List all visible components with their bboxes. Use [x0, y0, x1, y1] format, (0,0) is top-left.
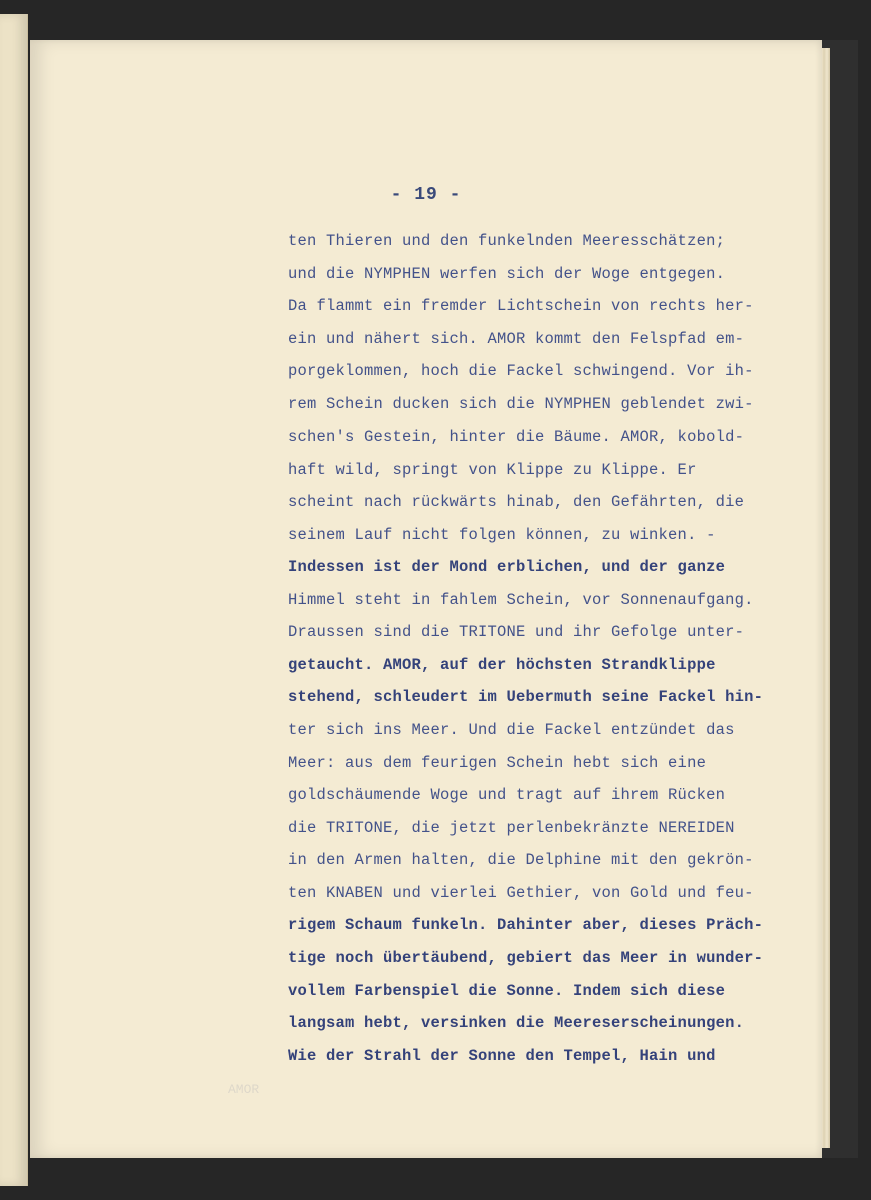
text-line: ten KNABEN und vierlei Gethier, von Gold und feu- — [288, 884, 754, 902]
text-line: langsam hebt, versinken die Meereserscheinungen. — [288, 1014, 745, 1032]
bleed-through-text: AMOR — [228, 1082, 260, 1097]
text-line: Wie der Strahl der Sonne den Tempel, Hain und — [288, 1047, 716, 1065]
text-line: in den Armen halten, die Delphine mit den gekrön- — [288, 851, 754, 869]
text-line: tige noch übertäubend, gebiert das Meer in wunder- — [288, 949, 764, 967]
text-line: ein und nähert sich. AMOR kommt den Felspfad em- — [288, 330, 745, 348]
text-line: haft wild, springt von Klippe zu Klippe. Er — [288, 461, 697, 479]
text-line: und die NYMPHEN werfen sich der Woge entgegen. — [288, 265, 726, 283]
text-line: rem Schein ducken sich die NYMPHEN geblendet zwi- — [288, 395, 754, 413]
text-line: porgeklommen, hoch die Fackel schwingend. Vor ih- — [288, 362, 754, 380]
text-line: getaucht. AMOR, auf der höchsten Strandklippe — [288, 656, 716, 674]
text-line: seinem Lauf nicht folgen können, zu winken. - — [288, 526, 716, 544]
text-line: vollem Farbenspiel die Sonne. Indem sich diese — [288, 982, 726, 1000]
text-line: ten Thieren und den funkelnden Meeresschätzen; — [288, 232, 726, 250]
text-line: goldschäumende Woge und tragt auf ihrem Rücken — [288, 786, 726, 804]
text-line: schen's Gestein, hinter die Bäume. AMOR, kobold- — [288, 428, 745, 446]
document-page — [30, 40, 822, 1158]
facing-page-edge — [0, 14, 28, 1186]
text-line: stehend, schleudert im Uebermuth seine Fackel hin- — [288, 688, 764, 706]
text-line: scheint nach rückwärts hinab, den Gefährten, die — [288, 493, 745, 511]
text-line: die TRITONE, die jetzt perlenbekränzte NEREIDEN — [288, 819, 735, 837]
text-line: ter sich ins Meer. Und die Fackel entzündet das — [288, 721, 735, 739]
text-line: Himmel steht in fahlem Schein, vor Sonnenaufgang. — [288, 591, 754, 609]
text-line: rigem Schaum funkeln. Dahinter aber, dieses Präch- — [288, 916, 764, 934]
page-number: - 19 - — [390, 185, 462, 205]
text-line: Meer: aus dem feurigen Schein hebt sich eine — [288, 754, 707, 772]
text-line: Indessen ist der Mond erblichen, und der ganze — [288, 558, 726, 576]
text-line: Draussen sind die TRITONE und ihr Gefolge unter- — [288, 623, 745, 641]
text-line: Da flammt ein fremder Lichtschein von rechts her- — [288, 297, 754, 315]
